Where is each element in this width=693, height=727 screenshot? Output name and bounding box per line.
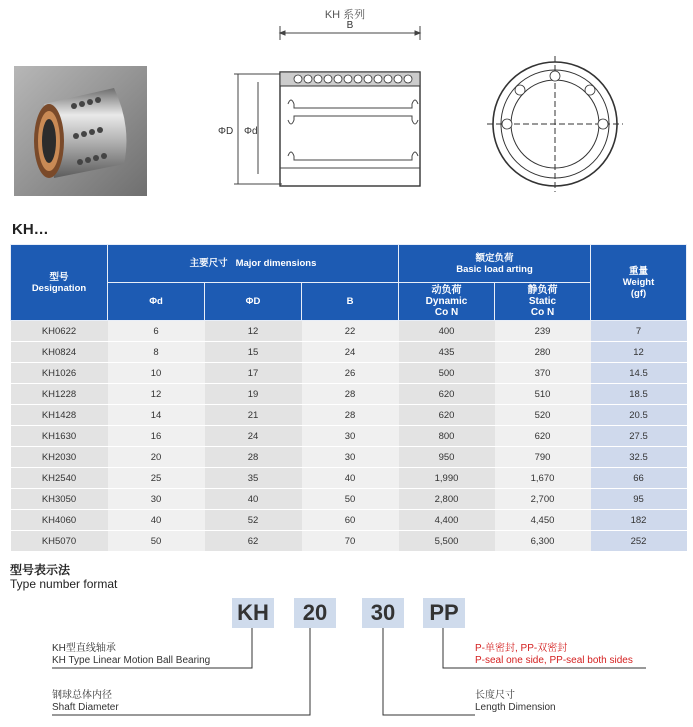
table-cell: 950	[399, 447, 495, 468]
table-cell: 40	[302, 468, 399, 489]
header-designation-cn: 型号	[49, 271, 69, 283]
table-cell: 28	[302, 405, 399, 426]
table-cell: KH5070	[11, 531, 108, 552]
technical-drawing	[210, 14, 630, 204]
header-major-dimensions	[108, 245, 399, 283]
table-cell: 2,800	[399, 489, 495, 510]
table-cell: 50	[302, 489, 399, 510]
table-cell: 14	[108, 405, 205, 426]
table-cell: 6	[108, 321, 205, 342]
table-cell: 26	[302, 363, 399, 384]
length-en: Length Dimension	[475, 702, 556, 713]
shaft-en: Shaft Diameter	[52, 702, 119, 713]
table-cell: 20.5	[591, 405, 687, 426]
series-title: KH 系列	[324, 9, 366, 21]
table-cell: 5,500	[399, 531, 495, 552]
table-row	[11, 405, 687, 426]
table-cell: 70	[302, 531, 399, 552]
bearing-photo	[14, 66, 147, 196]
table-cell: 620	[495, 426, 591, 447]
header-weight-en: Weight	[622, 277, 655, 288]
table-cell: 35	[205, 468, 302, 489]
format-box-pp: PP	[423, 598, 465, 628]
header-dyn-unit: Co N	[434, 307, 459, 318]
table-cell: 40	[108, 510, 205, 531]
seal-cn: P-单密封, PP-双密封	[475, 643, 568, 654]
table-cell: 12	[591, 342, 687, 363]
table-cell: KH1228	[11, 384, 108, 405]
length-cn: 长度尺寸	[475, 690, 515, 701]
table-cell: 60	[302, 510, 399, 531]
table-cell: KH0622	[11, 321, 108, 342]
section-title: KH…	[12, 221, 49, 238]
table-cell: 790	[495, 447, 591, 468]
table-cell: 28	[205, 447, 302, 468]
dim-b-label: B	[346, 20, 354, 31]
header-phi-d: Φd	[108, 283, 205, 321]
dim-phi-d-label: Φd	[244, 126, 258, 137]
header-weight	[591, 245, 687, 321]
table-cell: 21	[205, 405, 302, 426]
seal-type-label	[475, 643, 633, 667]
table-cell: 7	[591, 321, 687, 342]
table-cell: 520	[495, 405, 591, 426]
header-designation-en: Designation	[31, 282, 87, 294]
header-weight-cn: 重量	[629, 266, 649, 277]
table-cell: 50	[108, 531, 205, 552]
table-cell: 4,450	[495, 510, 591, 531]
table-cell: 435	[399, 342, 495, 363]
table-cell: 30	[302, 447, 399, 468]
table-cell: 32.5	[591, 447, 687, 468]
table-row	[11, 489, 687, 510]
header-dyn-cn: 动负荷	[431, 285, 462, 296]
table-row	[11, 363, 687, 384]
table-cell: 22	[302, 321, 399, 342]
table-cell: 239	[495, 321, 591, 342]
spec-table	[10, 244, 687, 552]
header-phi-D: ΦD	[205, 283, 302, 321]
table-cell: KH1428	[11, 405, 108, 426]
table-cell: 12	[205, 321, 302, 342]
format-title-cn: 型号表示法	[10, 563, 71, 577]
table-cell: 510	[495, 384, 591, 405]
table-cell: 25	[108, 468, 205, 489]
table-cell: 95	[591, 489, 687, 510]
table-cell: 370	[495, 363, 591, 384]
table-cell: 30	[302, 426, 399, 447]
header-stat-en: Static	[528, 296, 557, 307]
format-box-20: 20	[294, 598, 336, 628]
table-cell: 40	[205, 489, 302, 510]
table-cell: 20	[108, 447, 205, 468]
table-cell: 24	[205, 426, 302, 447]
table-cell: 620	[399, 405, 495, 426]
header-dynamic	[399, 283, 495, 321]
table-cell: 66	[591, 468, 687, 489]
table-row	[11, 468, 687, 489]
table-cell: 28	[302, 384, 399, 405]
table-cell: 10	[108, 363, 205, 384]
table-cell: KH2540	[11, 468, 108, 489]
table-cell: KH2030	[11, 447, 108, 468]
table-cell: 12	[108, 384, 205, 405]
header-main-cn: 主要尺寸	[189, 258, 228, 269]
kh-type-en: KH Type Linear Motion Ball Bearing	[52, 655, 211, 666]
table-cell: 500	[399, 363, 495, 384]
header-basic-load	[399, 245, 591, 283]
table-row	[11, 321, 687, 342]
table-cell: KH0824	[11, 342, 108, 363]
table-cell: 30	[108, 489, 205, 510]
header-B: B	[302, 283, 399, 321]
header-load-cn: 额定负荷	[475, 252, 514, 264]
header-load-en: Basic load arting	[456, 263, 533, 275]
header-static	[495, 283, 591, 321]
table-cell: 24	[302, 342, 399, 363]
table-cell: KH4060	[11, 510, 108, 531]
table-cell: KH1026	[11, 363, 108, 384]
table-cell: 6,300	[495, 531, 591, 552]
table-cell: 52	[205, 510, 302, 531]
format-title-en: Type number format	[10, 577, 118, 591]
header-dyn-en: Dynamic	[425, 296, 468, 307]
table-row	[11, 510, 687, 531]
seal-en: P-seal one side, PP-seal both sides	[475, 655, 633, 666]
table-cell: 182	[591, 510, 687, 531]
table-cell: 15	[205, 342, 302, 363]
kh-type-label	[52, 643, 210, 667]
header-designation	[11, 245, 108, 321]
table-cell: KH1630	[11, 426, 108, 447]
header-stat-cn: 静负荷	[527, 285, 558, 296]
table-row	[11, 342, 687, 363]
header-stat-unit: Co N	[530, 307, 555, 318]
table-cell: 280	[495, 342, 591, 363]
table-cell: 8	[108, 342, 205, 363]
table-cell: 800	[399, 426, 495, 447]
kh-type-cn: KH型直线轴承	[52, 643, 116, 654]
table-cell: 62	[205, 531, 302, 552]
table-cell: 620	[399, 384, 495, 405]
table-cell: 18.5	[591, 384, 687, 405]
table-cell: 19	[205, 384, 302, 405]
length-dimension-label	[475, 690, 556, 714]
table-row	[11, 384, 687, 405]
table-cell: 1,990	[399, 468, 495, 489]
shaft-cn: 钢球总体内径	[52, 690, 112, 701]
table-row	[11, 426, 687, 447]
table-cell: 252	[591, 531, 687, 552]
format-box-30: 30	[362, 598, 404, 628]
table-row	[11, 447, 687, 468]
table-cell: 27.5	[591, 426, 687, 447]
table-cell: 400	[399, 321, 495, 342]
table-row	[11, 531, 687, 552]
dim-phi-D-label: ΦD	[218, 126, 234, 137]
header-main-en: Major dimensions	[235, 258, 317, 269]
table-cell: 1,670	[495, 468, 591, 489]
shaft-diameter-label	[52, 690, 119, 714]
table-cell: 4,400	[399, 510, 495, 531]
format-box-kh: KH	[232, 598, 274, 628]
table-cell: 16	[108, 426, 205, 447]
table-cell: KH3050	[11, 489, 108, 510]
table-cell: 2,700	[495, 489, 591, 510]
table-cell: 14.5	[591, 363, 687, 384]
table-cell: 17	[205, 363, 302, 384]
header-weight-unit: (gf)	[630, 288, 647, 299]
